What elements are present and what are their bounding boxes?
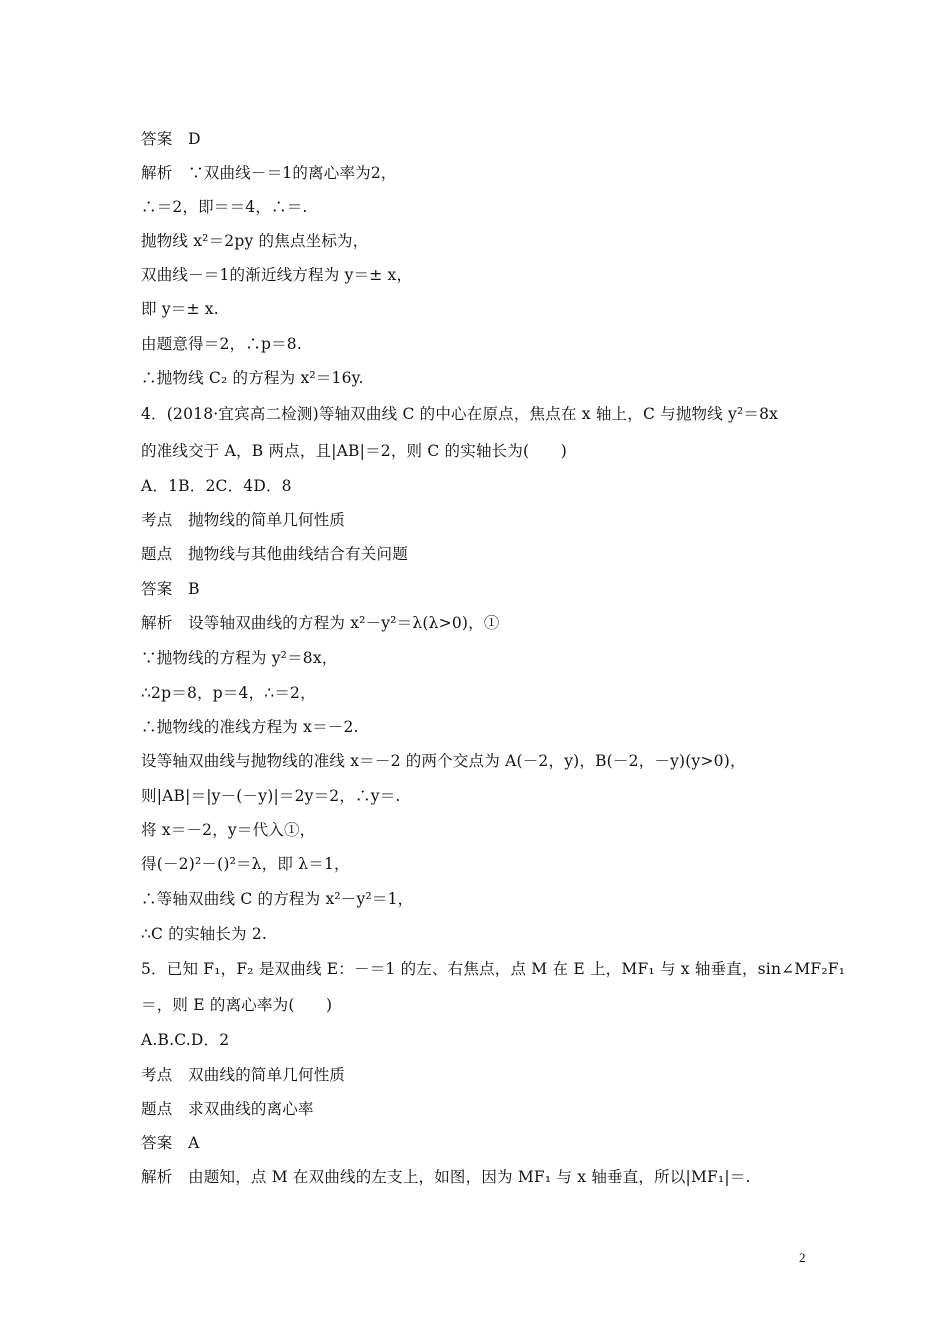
text-line: 设等轴双曲线与抛物线的准线 x＝－2 的两个交点为 A(－2，y)，B(－2，－y)(y>0)， [141,752,746,770]
question-4-stem: 4．(2018·宜宾高二检测)等轴双曲线 C 的中心在原点，焦点在 x 轴上，C 与抛物线 y²＝8x [141,405,779,423]
text-line: ∴等轴双曲线 C 的方程为 x²－y²＝1， [141,890,414,908]
text-line: 抛物线 x²＝2py 的焦点坐标为， [141,232,369,250]
text-line: 答案 A [141,1134,200,1152]
text-line: ∴C 的实轴长为 2. [141,925,268,943]
page-number: 2 [799,1250,806,1265]
text-line: 解析 由题知，点 M 在双曲线的左支上，如图，因为 MF₁ 与 x 轴垂直，所以|MF₁|＝. [141,1168,751,1186]
text-line: 则|AB|＝|y－(－y)|＝2y＝2，∴y＝. [141,787,401,805]
question-5-stem: ＝，则 E 的离心率为( ) [141,996,333,1014]
question-4-stem: 的准线交于 A，B 两点，且|AB|＝2，则 C 的实轴长为( ) [141,442,567,460]
text-line: ∵抛物线的方程为 y²＝8x， [141,649,338,667]
text-line: 考点 抛物线的简单几何性质 [141,511,346,529]
question-4-options: A．1B．2C．4D．8 [141,477,292,495]
text-line: ∴2p＝8，p＝4，∴＝2， [141,684,316,702]
text-line: 双曲线－＝1的渐近线方程为 y＝± x， [141,266,413,284]
text-line: 由题意得＝2，∴p＝8. [141,335,302,353]
question-5-stem: 5．已知 F₁，F₂ 是双曲线 E：－＝1 的左、右焦点，点 M 在 E 上，MF₁ 与 x 轴垂直，sin∠MF₂F₁ [141,960,846,978]
question-5-options: A.B.C.D．2 [141,1031,230,1049]
text-line: 得(－2)²－()²＝λ，即 λ＝1， [141,855,350,873]
text-line: 题点 抛物线与其他曲线结合有关问题 [141,545,408,563]
text-line: 考点 双曲线的简单几何性质 [141,1066,346,1084]
text-line: 答案 D [141,130,201,148]
text-line: 答案 B [141,580,200,598]
text-line: ∴抛物线 C₂ 的方程为 x²＝16y. [141,369,364,387]
text-line: ∴抛物线的准线方程为 x＝－2. [141,718,359,736]
text-line: 解析 ∵双曲线－＝1的离心率为2， [141,164,397,182]
text-line: 将 x＝－2，y＝代入①， [141,821,316,839]
text-line: 题点 求双曲线的离心率 [141,1100,314,1118]
text-line: ∴＝2，即＝＝4，∴＝. [141,198,308,216]
text-line: 即 y＝± x. [141,300,219,318]
text-line: 解析 设等轴双曲线的方程为 x²－y²＝λ(λ>0)，① [141,614,500,632]
